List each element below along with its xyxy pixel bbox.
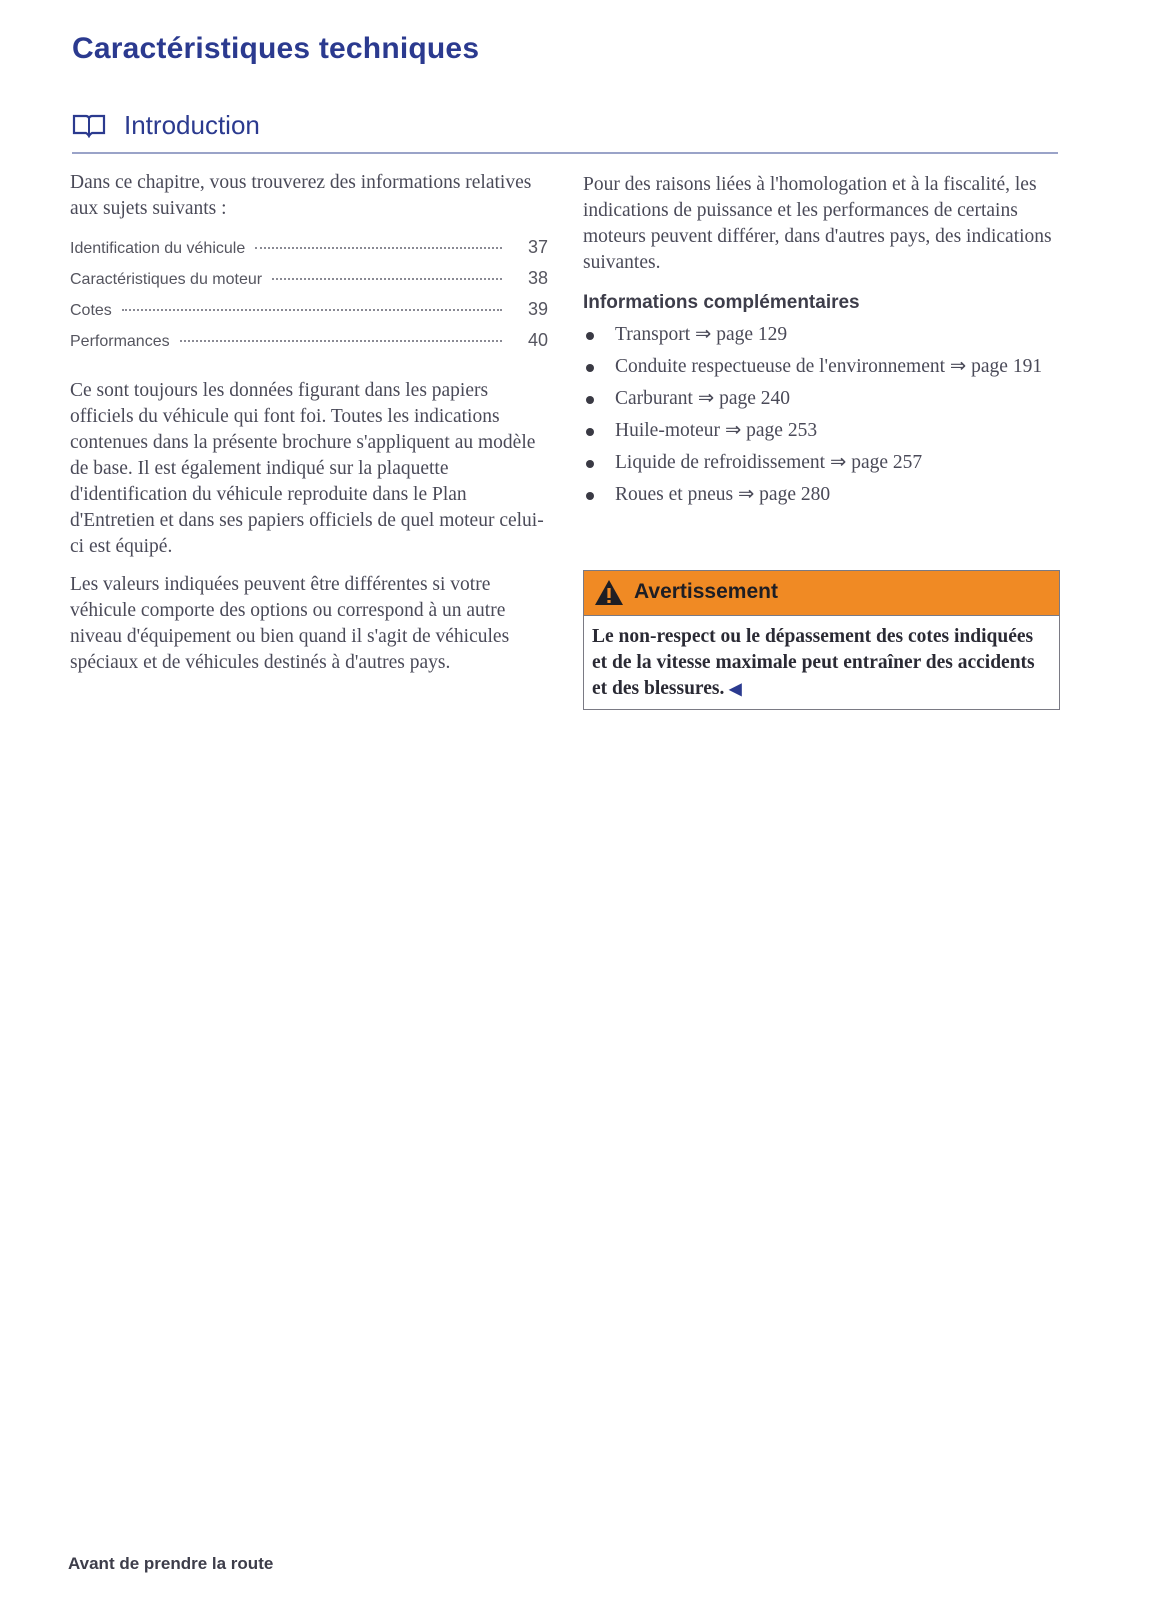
- bullet-icon: [586, 428, 594, 436]
- section-title: Introduction: [124, 110, 260, 140]
- toc-leader: [272, 278, 502, 280]
- warning-header: [584, 571, 1059, 616]
- arrow-icon: ⇒: [737, 484, 755, 505]
- warning-box: [583, 570, 1060, 710]
- ref-text: Transport: [615, 324, 691, 345]
- toc-item[interactable]: [70, 265, 548, 296]
- warning-text-block: [584, 616, 1059, 709]
- info-heading: Informations complémentaires: [583, 292, 860, 313]
- table-of-contents: [70, 234, 548, 358]
- warning-text: Le non-respect ou le dépassement des cotes indiquées et de la vitesse maximale peut entraîner des accidents et des blessures.: [592, 626, 1035, 699]
- list-item[interactable]: [583, 386, 1058, 412]
- toc-item[interactable]: [70, 296, 548, 327]
- toc-item-label: Cotes: [70, 302, 112, 319]
- list-item[interactable]: [583, 322, 1058, 348]
- list-item[interactable]: [583, 450, 1058, 476]
- ref-text: Huile-moteur: [615, 420, 721, 441]
- page-footer: Avant de prendre la route: [68, 1554, 274, 1573]
- intro-text: Dans ce chapitre, vous trouverez des informations relatives aux sujets suivants :: [70, 172, 532, 219]
- list-item[interactable]: [583, 418, 1058, 444]
- list-item[interactable]: [583, 482, 1058, 508]
- bullet-icon: [586, 332, 594, 340]
- reference-list: [583, 322, 1058, 508]
- ref-page[interactable]: page 191: [971, 356, 1043, 377]
- warning-title: Avertissement: [634, 580, 778, 603]
- body-paragraph: Les valeurs indiquées peuvent être différentes si votre véhicule comporte des options ou correspond à un autre niveau d'équipement ou bien quand il s'agit de véhicules spéciaux et de véhicules destinés à d'autres pays.: [70, 574, 510, 673]
- toc-leader: [122, 309, 502, 311]
- left-column: [70, 170, 548, 688]
- body-paragraph: Ce sont toujours les données figurant dans les papiers officiels du véhicule qui font foi. Toutes les indications contenues dans la présente brochure s'appliquent au modèle de base. Il est également indiqué sur la plaquette d'identification du véhicule reproduite dans le Plan d'Entretien et dans ses papiers officiels de quel moteur celui-ci est équipé.: [70, 380, 544, 557]
- toc-item-label: Caractéristiques du moteur: [70, 271, 263, 288]
- ref-text: Liquide de refroidissement: [615, 452, 826, 473]
- ref-text: Roues et pneus: [615, 484, 734, 505]
- list-item[interactable]: [583, 354, 1058, 380]
- body-paragraph: Pour des raisons liées à l'homologation et à la fiscalité, les indications de puissance et les performances de certains moteurs peuvent différer, dans d'autres pays, des indications suivantes.: [583, 174, 1052, 273]
- toc-item-page: 37: [527, 237, 548, 257]
- warning-triangle-icon: [594, 579, 624, 606]
- right-column: [583, 172, 1058, 514]
- section-header: [72, 108, 1058, 154]
- arrow-icon: ⇒: [695, 324, 712, 345]
- toc-item[interactable]: [70, 327, 548, 358]
- toc-item-label: Identification du véhicule: [70, 240, 246, 257]
- toc-leader: [255, 247, 502, 249]
- bullet-icon: [586, 492, 594, 500]
- arrow-icon: ⇒: [697, 388, 715, 409]
- bullet-icon: [586, 460, 594, 468]
- ref-text: Conduite respectueuse de l'environnement: [615, 356, 946, 377]
- arrow-icon: ⇒: [949, 356, 967, 377]
- page-title: Caractéristiques techniques: [72, 32, 480, 65]
- ref-page[interactable]: page 253: [746, 420, 818, 441]
- bullet-icon: [586, 396, 594, 404]
- toc-item-page: 38: [527, 268, 548, 288]
- book-icon: [72, 112, 106, 138]
- toc-item[interactable]: [70, 234, 548, 265]
- ref-page[interactable]: page 280: [759, 484, 831, 505]
- arrow-icon: ⇒: [829, 452, 847, 473]
- arrow-icon: ⇒: [724, 420, 742, 441]
- toc-leader: [180, 340, 502, 342]
- bullet-icon: [586, 364, 594, 372]
- toc-item-page: 39: [527, 299, 548, 319]
- toc-item-page: 40: [527, 330, 548, 350]
- ref-page[interactable]: page 257: [851, 452, 923, 473]
- end-marker-icon: ◀: [729, 681, 742, 698]
- ref-page[interactable]: page 129: [716, 324, 788, 345]
- ref-page[interactable]: page 240: [719, 388, 791, 409]
- toc-item-label: Performances: [70, 333, 170, 350]
- ref-text: Carburant: [615, 388, 693, 409]
